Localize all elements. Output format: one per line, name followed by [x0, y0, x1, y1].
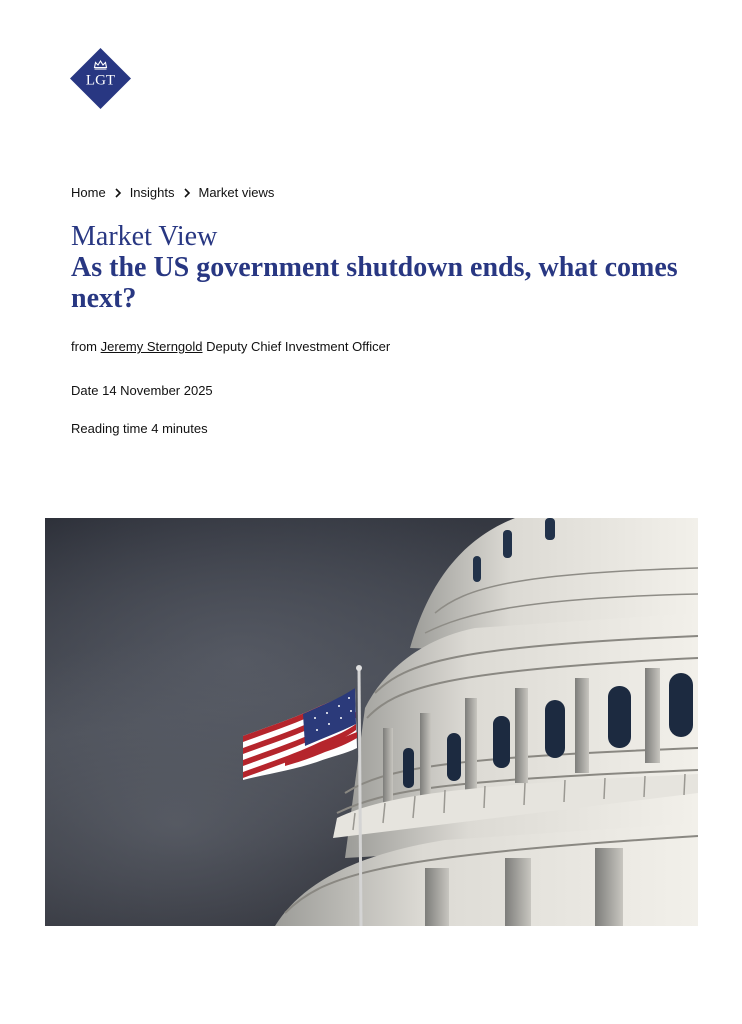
- breadcrumb-home[interactable]: Home: [71, 185, 106, 200]
- breadcrumb-market-views[interactable]: Market views: [198, 185, 275, 200]
- author-prefix: from: [71, 339, 97, 354]
- article-kicker: Market View: [71, 221, 218, 252]
- hero-image: [45, 518, 698, 926]
- date-value: 14 November 2025: [102, 383, 213, 398]
- author-link[interactable]: Jeremy Sterngold: [100, 339, 203, 354]
- chevron-right-icon: [175, 185, 199, 201]
- article-header: [71, 221, 691, 314]
- logo-text: LGT: [85, 72, 116, 89]
- chevron-right-icon: [106, 185, 130, 201]
- author-role: Deputy Chief Investment Officer: [206, 339, 391, 354]
- breadcrumb: [71, 185, 274, 201]
- capitol-dome-photo: [45, 518, 698, 926]
- article-author: [71, 339, 390, 355]
- breadcrumb-insights[interactable]: Insights: [129, 185, 175, 200]
- lgt-logo[interactable]: [70, 48, 131, 109]
- reading-label: Reading time: [71, 421, 148, 436]
- reading-time: [71, 421, 208, 437]
- reading-value: 4 minutes: [151, 421, 208, 436]
- article-date: [71, 383, 213, 399]
- date-label: Date: [71, 383, 99, 398]
- page-title: As the US government shutdown ends, what comes next?: [71, 252, 678, 314]
- lgt-logo-mark: [70, 48, 131, 109]
